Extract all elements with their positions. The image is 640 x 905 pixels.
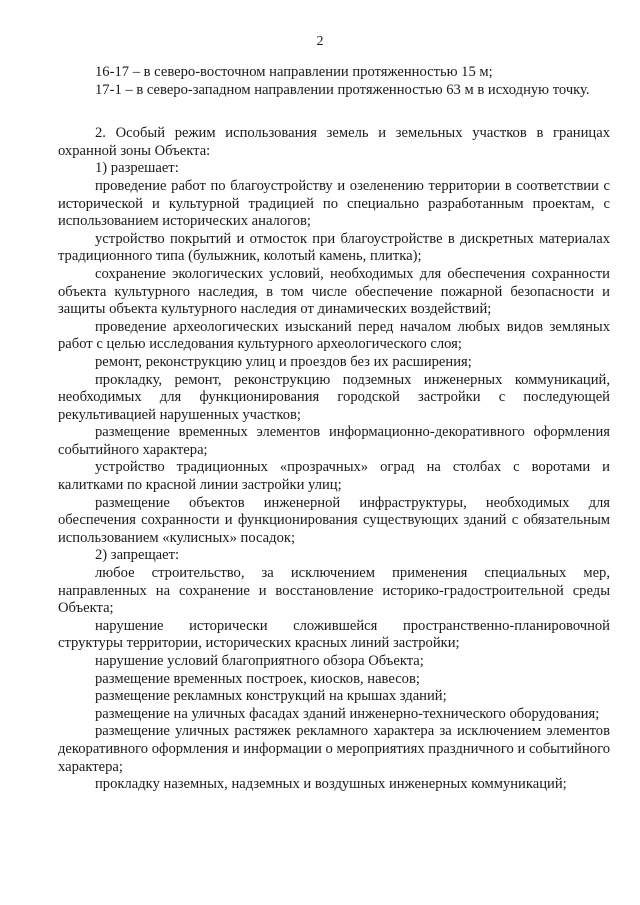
subsection-prohibits-heading: 2) запрещает: <box>95 547 180 564</box>
list-item: проведение работ по благоустройству и озеленению территории в соответствии с исторической и культурной традицией по специально разработанным проектам, с использованием исторических аналогов; <box>58 177 610 230</box>
list-item: ремонт, реконструкцию улиц и проездов без их расширения; <box>95 353 472 370</box>
document-body <box>58 64 610 794</box>
list-item: устройство традиционных «прозрачных» оград на столбах с воротами и калитками по красной линии застройки улиц; <box>58 459 610 494</box>
list-item: размещение временных элементов информационно-декоративного оформления событийного характера; <box>58 424 610 458</box>
list-item: размещение на уличных фасадах зданий инженерно-технического оборудования; <box>95 705 600 722</box>
list-item: размещение временных построек, киосков, навесов; <box>95 670 420 687</box>
list-item: прокладку, ремонт, реконструкцию подземных инженерных коммуникаций, необходимых для функционирования городской застройки с последующей рекультивацией нарушенных участков; <box>58 371 610 423</box>
list-item: размещение объектов инженерной инфраструктуры, необходимых для обеспечения сохранности и функционирования существующих зданий с обязательным использованием «кулисных» посадок; <box>58 494 610 546</box>
list-item: прокладку наземных, надземных и воздушных инженерных коммуникаций; <box>95 776 567 793</box>
list-item: нарушение условий благоприятного обзора Объекта; <box>95 653 424 669</box>
page-number: 2 <box>316 34 324 49</box>
list-item: нарушение исторически сложившейся пространственно-планировочной структуры территории, исторических красных линий застройки; <box>58 617 610 652</box>
subsection-allows-heading: 1) разрешает: <box>95 160 179 177</box>
list-item: сохранение экологических условий, необходимых для обеспечения сохранности объекта культурного наследия, в том числе обеспечение пожарной безопасности и защиты объекта культурного наследия от динамических воздействий; <box>58 265 610 318</box>
list-item: размещение рекламных конструкций на крышах зданий; <box>95 688 447 705</box>
list-item: устройство покрытий и отмосток при благоустройстве в дискретных материалах традиционного типа (булыжник, колотый камень, плитка); <box>58 230 610 265</box>
paragraph-boundary-17-1: 17-1 – в северо-западном направлении протяженностью 63 м в исходную точку. <box>95 81 590 98</box>
paragraph-boundary-16-17: 16-17 – в северо-восточном направлении протяженностью 15 м; <box>95 64 493 80</box>
section-2-heading: 2. Особый режим использования земель и земельных участков в границах охранной зоны Объекта: <box>58 125 610 159</box>
list-item: любое строительство, за исключением применения специальных мер, направленных на сохранение и восстановление историко-градостроительной среды Объекта; <box>58 565 610 617</box>
list-item: размещение уличных растяжек рекламного характера за исключением элементов декоративного оформления и информации о мероприятиях праздничного и событийного характера; <box>58 723 610 775</box>
list-item: проведение археологических изысканий перед началом любых видов земляных работ с целью исследования культурного археологического слоя; <box>58 318 610 353</box>
